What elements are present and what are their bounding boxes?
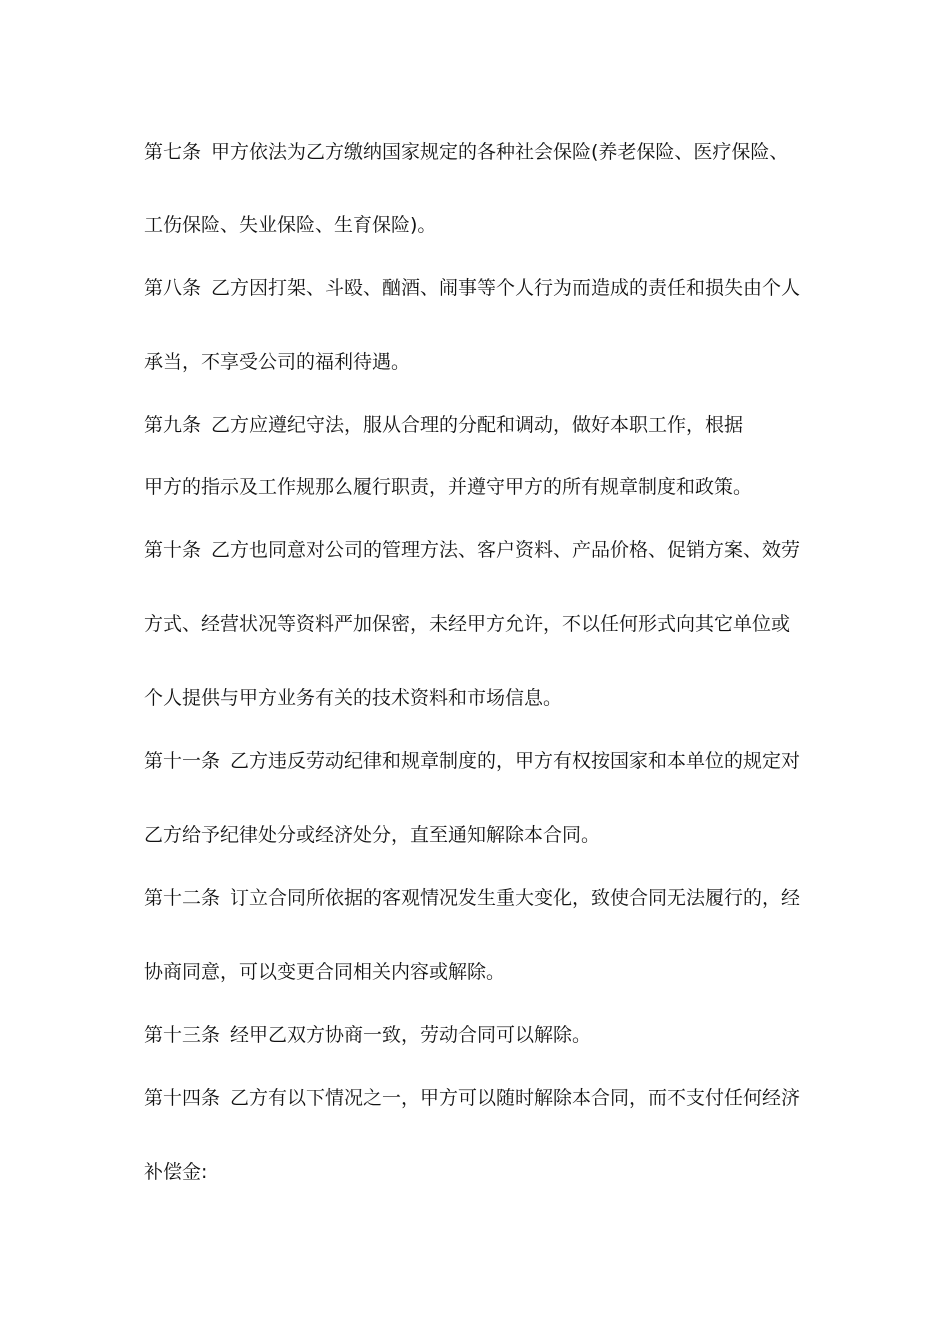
article-14-line-1 bbox=[144, 1086, 800, 1110]
article-10-line-2 bbox=[144, 612, 790, 636]
article-12-text-2: 协商同意，可以变更合同相关内容或解除。 bbox=[144, 961, 506, 983]
article-13-text-1: 经甲乙双方协商一致，劳动合同可以解除。 bbox=[230, 1024, 592, 1046]
article-14-label: 第十四条 bbox=[144, 1087, 221, 1109]
article-13-label: 第十三条 bbox=[144, 1024, 221, 1046]
article-10-line-1 bbox=[144, 538, 800, 562]
article-9-text-2: 甲方的指示及工作规那么履行职责，并遵守甲方的所有规章制度和政策。 bbox=[144, 476, 753, 498]
article-12-line-1 bbox=[144, 886, 800, 910]
article-10-text-2: 方式、经营状况等资料严加保密，未经甲方允许，不以任何形式向其它单位或 bbox=[144, 613, 791, 635]
article-10-text-3: 个人提供与甲方业务有关的技术资料和市场信息。 bbox=[144, 687, 563, 709]
article-9-line-1 bbox=[144, 413, 743, 437]
article-10-text-1: 乙方也同意对公司的管理方法、客户资料、产品价格、促销方案、效劳 bbox=[211, 539, 801, 561]
article-7-text-1: 甲方依法为乙方缴纳国家规定的各种社会保险(养老保险、医疗保险、 bbox=[211, 141, 789, 163]
article-12-text-1: 订立合同所依据的客观情况发生重大变化，致使合同无法履行的，经 bbox=[230, 887, 801, 909]
article-10-line-3 bbox=[144, 686, 562, 710]
article-12-label: 第十二条 bbox=[144, 887, 221, 909]
article-10-label: 第十条 bbox=[144, 539, 202, 561]
article-7-label: 第七条 bbox=[144, 141, 202, 163]
article-8-text-1: 乙方因打架、斗殴、酗酒、闹事等个人行为而造成的责任和损失由个人 bbox=[211, 277, 801, 299]
article-13-line-1 bbox=[144, 1023, 591, 1047]
article-9-label: 第九条 bbox=[144, 414, 202, 436]
article-11-text-2: 乙方给予纪律处分或经济处分，直至通知解除本合同。 bbox=[144, 824, 601, 846]
article-7-line-2 bbox=[144, 213, 436, 237]
article-11-text-1: 乙方违反劳动纪律和规章制度的，甲方有权按国家和本单位的规定对 bbox=[230, 750, 801, 772]
article-12-line-2 bbox=[144, 960, 505, 984]
article-8-line-1 bbox=[144, 276, 800, 300]
article-9-line-2 bbox=[144, 475, 752, 499]
article-11-line-2 bbox=[144, 823, 600, 847]
article-7-text-2: 工伤保险、失业保险、生育保险)。 bbox=[144, 214, 437, 236]
article-14-text-2: 补偿金: bbox=[144, 1161, 208, 1183]
article-14-text-1: 乙方有以下情况之一，甲方可以随时解除本合同，而不支付任何经济 bbox=[230, 1087, 801, 1109]
article-11-label: 第十一条 bbox=[144, 750, 221, 772]
article-11-line-1 bbox=[144, 749, 800, 773]
article-8-text-2: 承当，不享受公司的福利待遇。 bbox=[144, 351, 411, 373]
article-14-line-2 bbox=[144, 1160, 207, 1184]
article-8-line-2 bbox=[144, 350, 410, 374]
article-7-line-1 bbox=[144, 140, 788, 164]
article-9-text-1: 乙方应遵纪守法，服从合理的分配和调动，做好本职工作，根据 bbox=[211, 414, 744, 436]
article-8-label: 第八条 bbox=[144, 277, 202, 299]
